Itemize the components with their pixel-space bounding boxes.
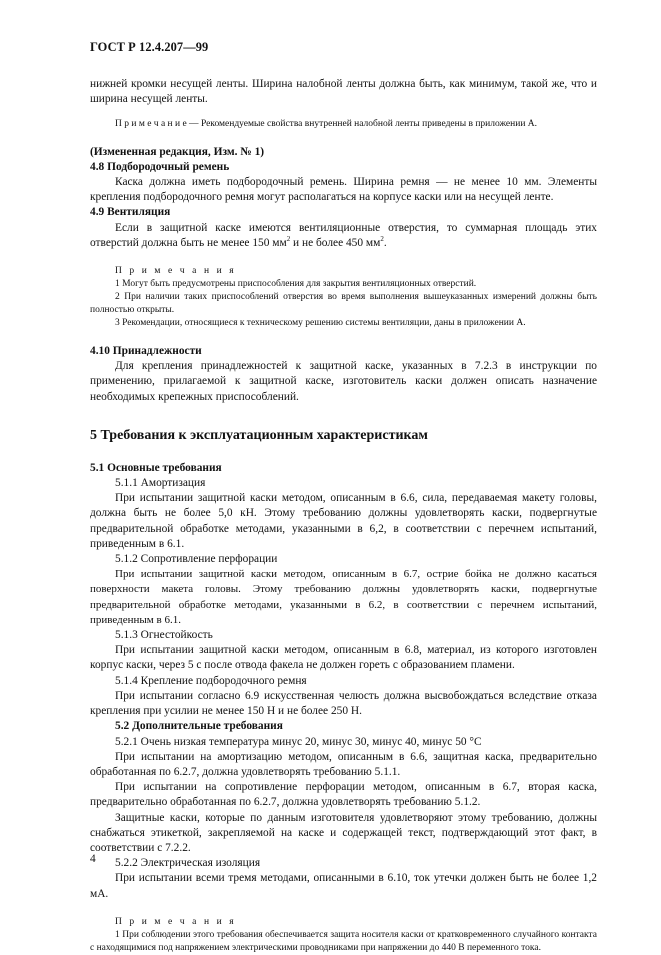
note-headband [90, 118, 597, 131]
section-4-10-text: Для крепления принадлежностей к защитной каске, указанных в 7.2.3 в инструкции по применению, прилагаемой к защитной каске, изготовитель каски должен описать назначение необходимых крепежных приспособлений. [90, 360, 597, 403]
section-5-2-title: 5.2 Дополнительные требования [115, 720, 283, 733]
section-5-2-2-text: При испытании всеми тремя методами, описанными в 6.10, ток утечки должен быть не более 1,2 мА. [90, 872, 597, 900]
section-5-1-3-text: При испытании защитной каски методом, описанным в 6.8, материал, из которого изготовлен корпус каски, через 5 с после отвода факела не должен гореть с образованием пламени. [90, 644, 597, 672]
document-code: ГОСТ Р 12.4.207—99 [90, 40, 209, 54]
section-5-1-4-text: При испытании согласно 6.9 искусственная челюсть должна высвобождаться вследствие отказа крепления при усилии не менее 150 Н и не более 250 Н. [90, 689, 597, 718]
page-number: 4 [90, 853, 96, 865]
section-5-2-2-title: 5.2.2 Электрическая изоляция [115, 857, 261, 870]
section-5-2-1-p1: При испытании на амортизацию методом, описанным в 6.6, защитная каска, предварительно обработанная по 6.2.7, должна удовлетворять требованию 5.1.1. [90, 750, 597, 778]
section-4-8-text: Каска должна иметь подбородочный ремень. Ширина ремня — не менее 10 мм. Элементы крепления подбородочного ремня могут располагаться на корпусе каски или на несущей ленте. [90, 176, 597, 204]
notes-label-4-9: П р и м е ч а н и я [115, 266, 237, 277]
note-4-9-1: 1 Могут быть предусмотрены приспособления для закрытия вентиляционных отверстий. [115, 279, 477, 290]
vent-text-c: . [383, 236, 387, 249]
note-4-9-3: 3 Рекомендации, относящиеся к техническому решению системы вентиляции, даны в приложении А. [115, 318, 526, 329]
section-5-1-2-text: При испытании защитной каски методом, описанным в 6.7, острие бойка не должно касаться поверхности макета головы. Этому требованию должны удовлетворять каски, подвергнутые предварительной обработке методами, указанными в 6.2, в соответствии с перечнем испытаний, приведенным в 6.1. [90, 568, 597, 626]
continued-paragraph: нижней кромки несущей ленты. Ширина налобной ленты должна быть, как минимум, такой же, что и ширина несущей ленты. [90, 78, 597, 106]
note-5-1: 1 При соблюдении этого требования обеспечивается защита носителя каски от кратковременного случайного контакта с находящимися под напряжением электрическими проводниками при напряжении до 440 В переменного тока. [90, 929, 597, 953]
vent-text-b: и не более 450 мм [290, 236, 381, 249]
section-5-title: 5 Требования к эксплуатационным характеристикам [90, 427, 428, 443]
vent-sup-1: 2 [286, 235, 291, 244]
notes-label-5: П р и м е ч а н и я [115, 916, 237, 927]
section-4-9-text [90, 221, 597, 251]
section-5-2-1-p2: При испытании на сопротивление перфорации методом, описанным в 6.7, вторая каска, предварительно обработанная по 6.2.7, должна удовлетворять требованию 5.1.2. [90, 781, 597, 809]
section-5-1-1-title: 5.1.1 Амортизация [115, 477, 206, 490]
section-5-2-1-p3: Защитные каски, которые по данным изготовителя удовлетворяют этому требованию, должны снабжаться этикеткой, закрепляемой на каске и содержащей текст, подтверждающий этот факт, в соответствии с 7.2.2. [90, 811, 597, 854]
section-5-1-1-text: При испытании защитной каски методом, описанным в 6.6, сила, передаваемая макету головы, должна быть не более 5,0 кН. Этому требованию должны удовлетворять каски, подвергнутые предварительной обработке методами, указанными в 6,2, в соответствии с перечнем испытаний, приведенным в 6.1. [90, 492, 597, 550]
section-5-1-title: 5.1 Основные требования [90, 461, 222, 474]
section-5-2-1-title: 5.2.1 Очень низкая температура минус 20, минус 30, минус 40, минус 50 °С [115, 735, 482, 748]
note-label: П р и м е ч а н и е — [115, 118, 199, 129]
section-5-1-2-title: 5.1.2 Сопротивление перфорации [115, 553, 278, 566]
vent-text-a: Если в защитной каске имеются вентиляционные отверстия, то суммарная площадь этих отверстий должна быть не менее 150 мм [90, 221, 597, 249]
note-text: Рекомендуемые свойства внутренней налобной ленты приведены в приложении А. [198, 118, 538, 129]
section-5-1-4-title: 5.1.4 Крепление подбородочного ремня [115, 674, 307, 687]
section-5-1-3-title: 5.1.3 Огнестойкость [115, 629, 213, 642]
note-4-9-2: 2 При наличии таких приспособлений отверстия во время выполнения вышеуказанных измерений должны быть полностью открыты. [90, 292, 597, 316]
section-4-10-title: 4.10 Принадлежности [90, 345, 202, 358]
vent-sup-2: 2 [380, 235, 384, 244]
section-4-9-title: 4.9 Вентиляция [90, 206, 171, 219]
edit-note: (Измененная редакция, Изм. № 1) [90, 145, 265, 158]
section-4-8-title: 4.8 Подбородочный ремень [90, 160, 230, 173]
